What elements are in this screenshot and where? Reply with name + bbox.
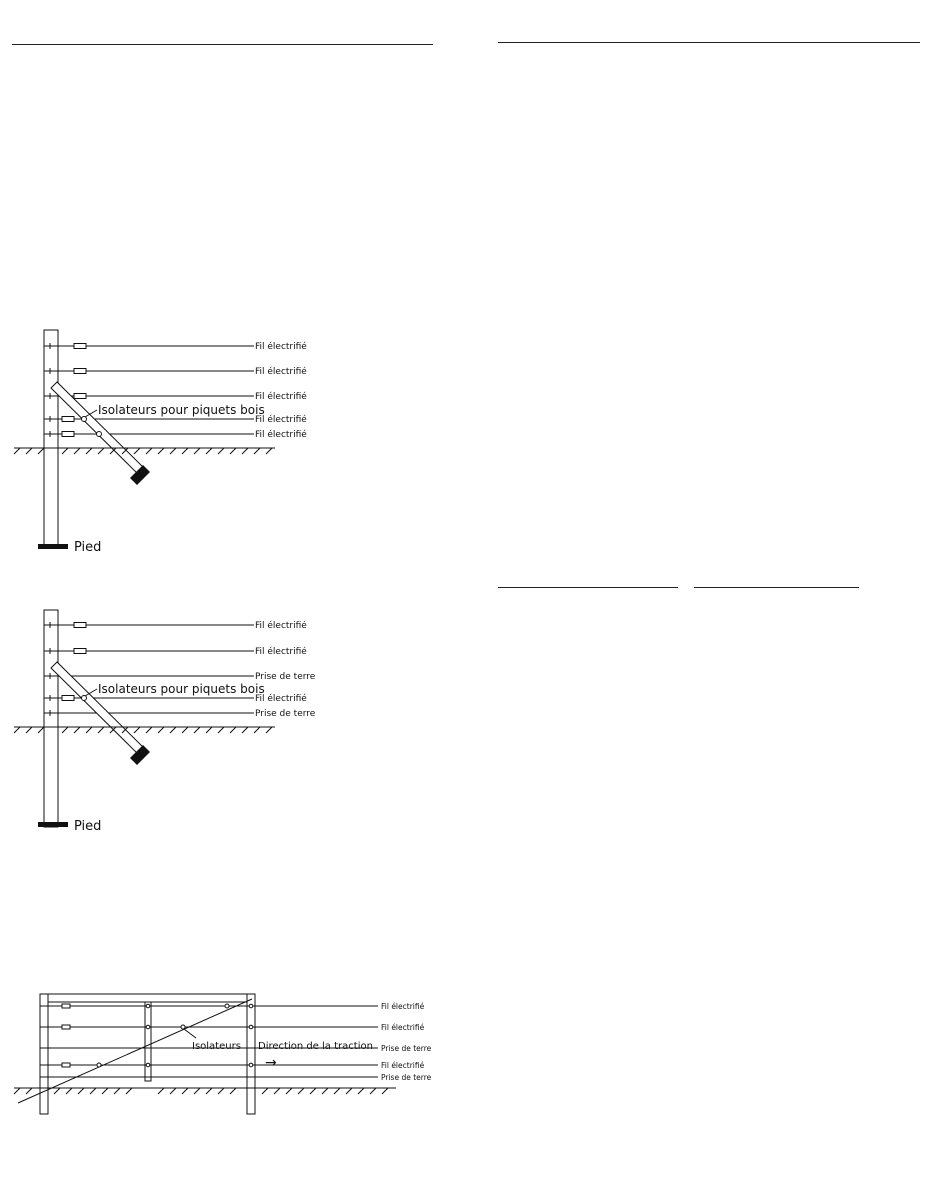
wire-label: Fil électrifié <box>381 1061 425 1070</box>
wire-label: Fil électrifié <box>255 342 307 352</box>
brace-insulator <box>97 1063 101 1067</box>
wire-label: Fil électrifié <box>255 367 307 377</box>
brace-insulator <box>181 1025 185 1029</box>
dropper-insulator <box>146 1004 150 1008</box>
brace-insulator <box>82 696 87 701</box>
foot-label: Pied <box>74 819 102 834</box>
post-insulator-round <box>249 1025 253 1029</box>
section-rule-right <box>498 42 920 43</box>
fence-diagram-strainer <box>0 985 450 1120</box>
ground-hatch <box>14 1088 388 1094</box>
fence-post <box>247 994 255 1114</box>
section-rule-mid-left <box>498 587 678 588</box>
post-insulator-round <box>249 1063 253 1067</box>
brace-insulator <box>82 417 87 422</box>
fence-post <box>44 610 58 827</box>
brace-insulator <box>225 1004 229 1008</box>
post-insulator <box>74 344 86 349</box>
wire-label: Fil électrifié <box>255 621 307 631</box>
post-insulator <box>62 1063 70 1067</box>
top-rail <box>42 994 255 1002</box>
dropper-insulator <box>146 1025 150 1029</box>
post-insulator <box>74 623 86 628</box>
direction-arrow: → <box>265 1055 277 1071</box>
wire-label: Fil électrifié <box>381 1023 425 1032</box>
post-insulator-round <box>249 1004 253 1008</box>
wire-label: Prise de terre <box>255 709 316 719</box>
fence-diagram-corner-post-a <box>0 320 440 560</box>
post-insulator <box>62 417 74 422</box>
wire-label: Fil électrifié <box>255 392 307 402</box>
post-foot <box>38 822 68 827</box>
wire-label: Fil électrifié <box>255 647 307 657</box>
fence-diagram-corner-post-b <box>0 600 440 840</box>
wire-label: Prise de terre <box>381 1044 432 1053</box>
insulator-label: Isolateurs pour piquets bois <box>98 682 265 696</box>
wire-label: Fil électrifié <box>381 1002 425 1011</box>
foot-label: Pied <box>74 540 102 555</box>
post-insulator <box>62 1004 70 1008</box>
wire-label: Prise de terre <box>381 1073 432 1082</box>
wire-label: Prise de terre <box>255 672 316 682</box>
section-rule-mid-right <box>694 587 859 588</box>
post-insulator <box>62 1025 70 1029</box>
section-rule-left <box>12 44 433 45</box>
brace-insulator <box>97 432 102 437</box>
post-insulator <box>74 369 86 374</box>
post-insulator <box>62 696 74 701</box>
post-insulator <box>74 394 86 399</box>
post-foot <box>38 544 68 549</box>
insulator-label: Isolateurs pour piquets bois <box>98 403 265 417</box>
post-insulator <box>62 432 74 437</box>
fence-post <box>40 994 48 1114</box>
post-insulator <box>74 649 86 654</box>
fence-post <box>44 330 58 547</box>
wire-label: Fil électrifié <box>255 694 307 704</box>
wire-label: Fil électrifié <box>255 415 307 425</box>
insulator-label: Isolateurs <box>192 1041 241 1052</box>
wire-label: Fil électrifié <box>255 430 307 440</box>
dropper-insulator <box>146 1063 150 1067</box>
dropper <box>145 1002 151 1081</box>
direction-label: Direction de la traction <box>258 1041 373 1052</box>
